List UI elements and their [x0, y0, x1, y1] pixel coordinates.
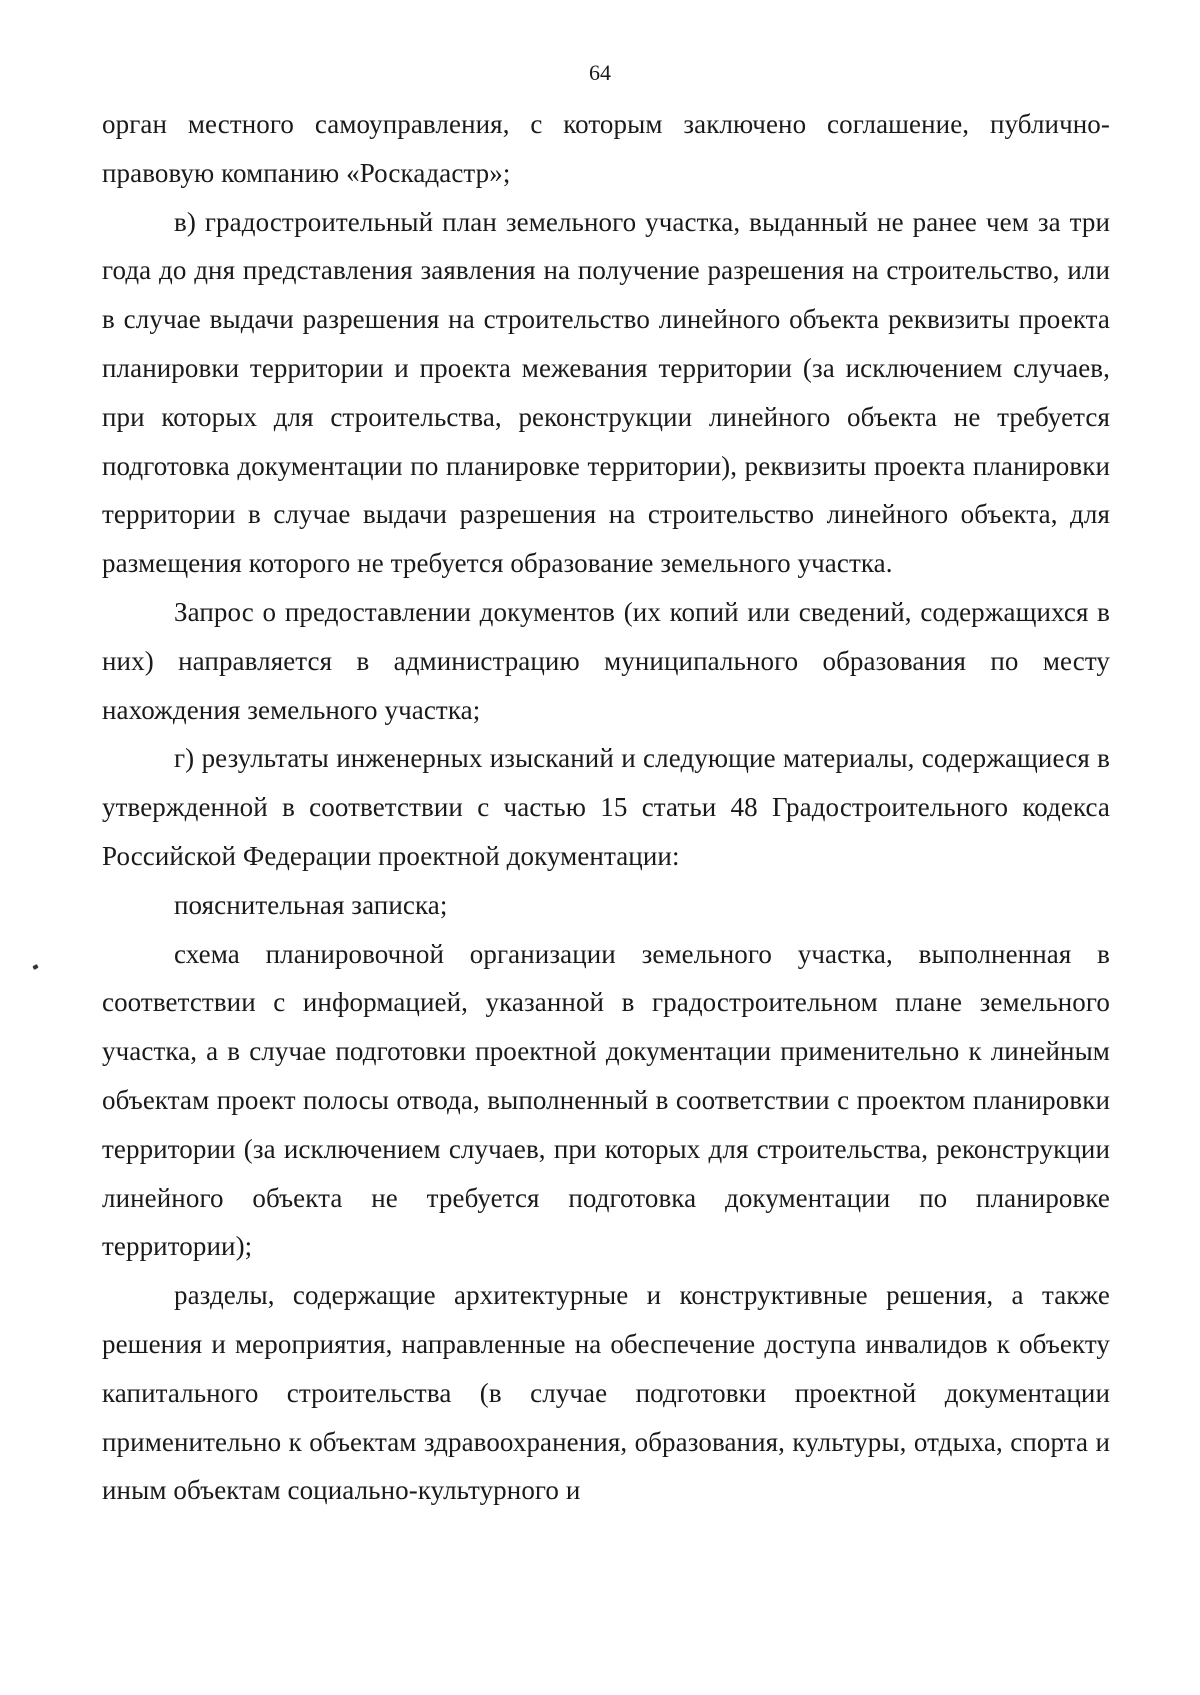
- paragraph-site-plan-scheme: схема планировочной организации земельного участка, выполненная в соответствии с информацией, указанной в градостроительном плане земельного участка, а в случае подготовки проектной документации применительно к линейным объектам проект полосы отвода, выполненный в соответствии с проектом планировки территории (за исключением случаев, при которых для строительства, реконструкции линейного объекта не требуется подготовка документации по планировке территории);: [102, 938, 1110, 1262]
- scan-speck: [32, 964, 38, 970]
- paragraph-explanatory-note: пояснительная записка;: [174, 889, 448, 920]
- paragraph-architectural-sections: разделы, содержащие архитектурные и конструктивные решения, а также решения и мероприятия, направленные на обеспечение доступа инвалидов к объекту капитального строительства (в случае подготовки проектной документации применительно к объектам здравоохранения, образования, культуры, отдыха, спорта и иным объектам социально-культурного и: [102, 1280, 1110, 1506]
- paragraph-request: Запрос о предоставлении документов (их копий или сведений, содержащихся в них) направляется в администрацию муниципального образования по месту нахождения земельного участка;: [102, 596, 1110, 725]
- page-number: 64: [589, 60, 611, 85]
- document-body: [102, 100, 1110, 1515]
- paragraph-continuation: орган местного самоуправления, с которым заключено соглашение, публично-правовую компанию «Роскадастр»;: [102, 109, 1110, 188]
- paragraph-item-g: г) результаты инженерных изысканий и следующие материалы, содержащиеся в утвержденной в соответствии с частью 15 статьи 48 Градостроительного кодекса Российской Федерации проектной документации:: [102, 743, 1110, 871]
- paragraph-item-v: в) градостроительный план земельного участка, выданный не ранее чем за три года до дня представления заявления на получение разрешения на строительство, или в случае выдачи разрешения на строительство линейного объекта реквизиты проекта планировки территории и проекта межевания территории (за исключением случаев, при которых для строительства, реконструкции линейного объекта не требуется подготовка документации по планировке территории), реквизиты проекта планировки территории в случае выдачи разрешения на строительство линейного объекта, для размещения которого не требуется образование земельного участка.: [102, 206, 1110, 579]
